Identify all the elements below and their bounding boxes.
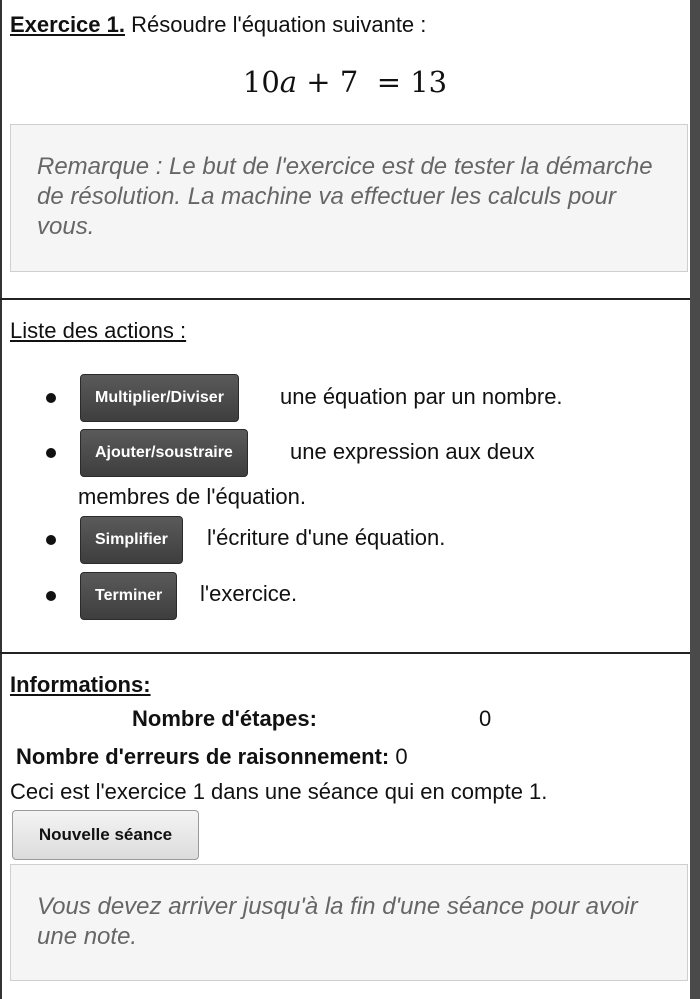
new-session-button[interactable]: Nouvelle séance [12, 810, 199, 860]
divider [0, 652, 690, 654]
errors-label: Nombre d'erreurs de raisonnement: [16, 744, 390, 769]
action-description: une expression aux deux [290, 439, 535, 464]
bullet [46, 448, 56, 458]
terminer-button[interactable]: Terminer [80, 572, 177, 620]
action-description: l'exercice. [200, 581, 298, 606]
session-text: Ceci est l'exercice 1 dans une séance qui en compte 1. [10, 779, 548, 804]
action-description: une équation par un nombre. [280, 384, 563, 409]
final-note-text: Vous devez arriver jusqu'à la fin d'une séance pour avoir une note. [37, 893, 638, 950]
bullet [46, 591, 56, 601]
info-title: Informations: [10, 672, 151, 697]
exercise-header [10, 10, 426, 40]
errors-value: 0 [395, 744, 408, 769]
steps-value: 0 [479, 706, 492, 731]
simplifier-button[interactable]: Simplifier [80, 516, 183, 564]
right-scrollbar[interactable] [690, 0, 700, 999]
bullet [46, 393, 56, 403]
equation-variable: a [279, 65, 298, 99]
equation-rest: + 7 = 13 [297, 65, 448, 99]
action-description: l'écriture d'une équation. [207, 525, 446, 550]
exercise-instruction: Résoudre l'équation suivante : [131, 12, 427, 37]
multiplier-diviser-button[interactable]: Multiplier/Diviser [80, 374, 239, 422]
final-note-box [10, 864, 688, 981]
ajouter-soustraire-button[interactable]: Ajouter/soustraire [80, 429, 248, 477]
remark-text: Remarque : Le but de l'exercice est de tester la démarche de résolution. La machine va effectuer les calculs pour vous. [37, 153, 653, 240]
actions-title: Liste des actions : [10, 318, 187, 343]
errors-line [16, 742, 408, 772]
equation-coefficient: 10 [242, 65, 280, 99]
bullet [46, 535, 56, 545]
equation [0, 62, 690, 102]
steps-label: Nombre d'étapes: [132, 706, 317, 731]
remark-box [10, 124, 688, 272]
action-description-continued: membres de l'équation. [78, 484, 306, 509]
divider [0, 298, 690, 300]
exercise-title: Exercice 1. [10, 12, 125, 37]
